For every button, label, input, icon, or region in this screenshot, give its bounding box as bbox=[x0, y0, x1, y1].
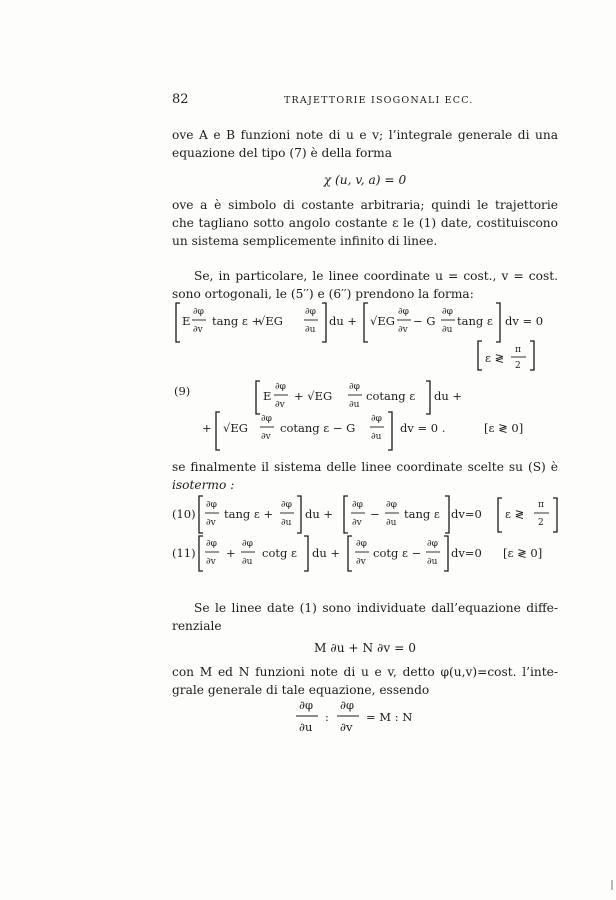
para4-line1: se finalmente il sistema delle linee coordinate scelte su (S) è bbox=[172, 460, 558, 474]
equation-M-N: M ∂u + N ∂v = 0 bbox=[314, 641, 416, 655]
f9-plus: + bbox=[202, 421, 212, 435]
para2-line2: che tagliano sotto angolo costante ε le (1) date, costituiscono bbox=[172, 216, 558, 230]
final-equation bbox=[296, 698, 412, 734]
para4-line2: isotermo : bbox=[172, 478, 235, 492]
f9-du: ∂u bbox=[371, 432, 382, 442]
f10-tang2: tang ε bbox=[404, 507, 440, 521]
f11-dphi: ∂φ bbox=[427, 539, 438, 549]
f10-du: ∂u bbox=[386, 518, 397, 528]
f1-pi: π bbox=[515, 345, 521, 355]
para5-line2: renziale bbox=[172, 619, 222, 633]
f11-dphi: ∂φ bbox=[242, 539, 253, 549]
f9-label: (9) bbox=[174, 384, 191, 398]
f9-du-plus: du + bbox=[434, 389, 463, 403]
f10-dv: ∂v bbox=[352, 518, 362, 528]
f1-dphi: ∂φ bbox=[442, 307, 453, 317]
f11-cotg: cotg ε bbox=[262, 546, 297, 560]
f1-sqrtEG2: √EG bbox=[370, 314, 395, 328]
para6-line2: grale generale di tale equazione, essendo bbox=[172, 683, 430, 697]
f11-dv: ∂v bbox=[356, 557, 366, 567]
f1-du: ∂u bbox=[442, 325, 453, 335]
f11-cotg2: cotg ε − bbox=[373, 546, 422, 560]
f11-cond: [ε ≷ 0] bbox=[503, 546, 543, 560]
f10-dv-eq0: dv=0 bbox=[451, 507, 482, 521]
f1-dv: ∂v bbox=[193, 325, 203, 335]
f11-du: ∂u bbox=[242, 557, 253, 567]
para3-line1: Se, in particolare, le linee coordinate u = cost., v = cost. bbox=[194, 269, 558, 283]
para2-line1: ove a è simbolo di costante arbitraria; quindi le trajettorie bbox=[172, 198, 558, 212]
f9-cond: [ε ≷ 0] bbox=[484, 421, 524, 435]
f10-dphi: ∂φ bbox=[206, 500, 217, 510]
f1-cond: ε ≷ bbox=[485, 351, 505, 365]
f1-tang: tang ε + bbox=[212, 314, 262, 328]
fe-dphi: ∂φ bbox=[299, 698, 313, 712]
f10-label: (10) bbox=[172, 507, 196, 521]
f1-du-plus: du + bbox=[329, 314, 358, 328]
para6-line1: con M ed N funzioni note di u e v, detto φ(u,v)=cost. l’inte- bbox=[172, 665, 558, 679]
f1-dv: ∂v bbox=[398, 325, 408, 335]
page-number: 82 bbox=[172, 92, 189, 107]
para2-line3: un sistema semplicemente infinito di linee. bbox=[172, 234, 438, 248]
f1-dphi: ∂φ bbox=[305, 307, 316, 317]
f11-du: ∂u bbox=[427, 557, 438, 567]
running-title: TRAJETTORIE ISOGONALI ECC. bbox=[284, 95, 474, 106]
f9-cotang2: cotang ε − G bbox=[280, 421, 356, 435]
f1-du: ∂u bbox=[305, 325, 316, 335]
fe-rhs: = M : N bbox=[366, 710, 413, 724]
equation-chi: χ (u, v, a) = 0 bbox=[323, 173, 407, 187]
f9-dv: ∂v bbox=[261, 432, 271, 442]
f9-dv: ∂v bbox=[275, 400, 285, 410]
f9-dv-eq0: dv = 0 . bbox=[400, 421, 446, 435]
f9-sqrtEG: √EG bbox=[223, 421, 248, 435]
f10-dv: ∂v bbox=[206, 518, 216, 528]
f11-dv-eq0: dv=0 bbox=[451, 546, 482, 560]
f1-tang2: tang ε bbox=[457, 314, 493, 328]
para1-line2: equazione del tipo (7) è della forma bbox=[172, 146, 392, 160]
f10-dphi: ∂φ bbox=[386, 500, 397, 510]
f9-du: ∂u bbox=[349, 400, 360, 410]
f10-tang: tang ε + bbox=[224, 507, 274, 521]
fe-du: ∂u bbox=[299, 720, 313, 734]
f9-dphi: ∂φ bbox=[261, 414, 272, 424]
f9-dphi: ∂φ bbox=[371, 414, 382, 424]
f9-cotang: cotang ε bbox=[366, 389, 416, 403]
f10-dphi: ∂φ bbox=[281, 500, 292, 510]
para5-line1: Se le linee date (1) sono individuate dall’equazione diffe- bbox=[194, 601, 558, 615]
f10-cond: ε ≷ bbox=[505, 507, 525, 521]
fe-colon: : bbox=[325, 710, 329, 724]
fe-dphi: ∂φ bbox=[340, 698, 354, 712]
f9-dphi: ∂φ bbox=[275, 382, 286, 392]
scan-edge-mark bbox=[611, 880, 613, 890]
f9-plus-sqrtEG: + √EG bbox=[294, 389, 333, 403]
f10-minus: − bbox=[370, 507, 380, 521]
para3-line2: sono ortogonali, le (5′′) e (6′′) prendono la forma: bbox=[172, 287, 474, 301]
f9-E: E bbox=[263, 389, 272, 403]
f11-du-plus: du + bbox=[312, 546, 341, 560]
f11-dv: ∂v bbox=[206, 557, 216, 567]
f10-du: ∂u bbox=[281, 518, 292, 528]
f11-plus: + bbox=[226, 546, 236, 560]
f1-minus-G: − G bbox=[413, 314, 436, 328]
f11-dphi: ∂φ bbox=[356, 539, 367, 549]
f1-two: 2 bbox=[515, 361, 521, 371]
f11-dphi: ∂φ bbox=[206, 539, 217, 549]
fe-dv: ∂v bbox=[340, 720, 353, 734]
f10-pi: π bbox=[538, 500, 544, 510]
f10-two: 2 bbox=[538, 518, 544, 528]
f9-dphi: ∂φ bbox=[349, 382, 360, 392]
f1-dphi: ∂φ bbox=[193, 307, 204, 317]
f1-sqrtEG: √EG bbox=[258, 314, 283, 328]
f1-dphi: ∂φ bbox=[398, 307, 409, 317]
f1-dv-eq0: dv = 0 bbox=[505, 314, 544, 328]
para1-line1: ove A e B funzioni note di u e v; l’integrale generale di una bbox=[172, 128, 558, 142]
f10-du-plus: du + bbox=[305, 507, 334, 521]
f10-dphi: ∂φ bbox=[352, 500, 363, 510]
f11-label: (11) bbox=[172, 546, 196, 560]
f1-E: E bbox=[182, 314, 191, 328]
